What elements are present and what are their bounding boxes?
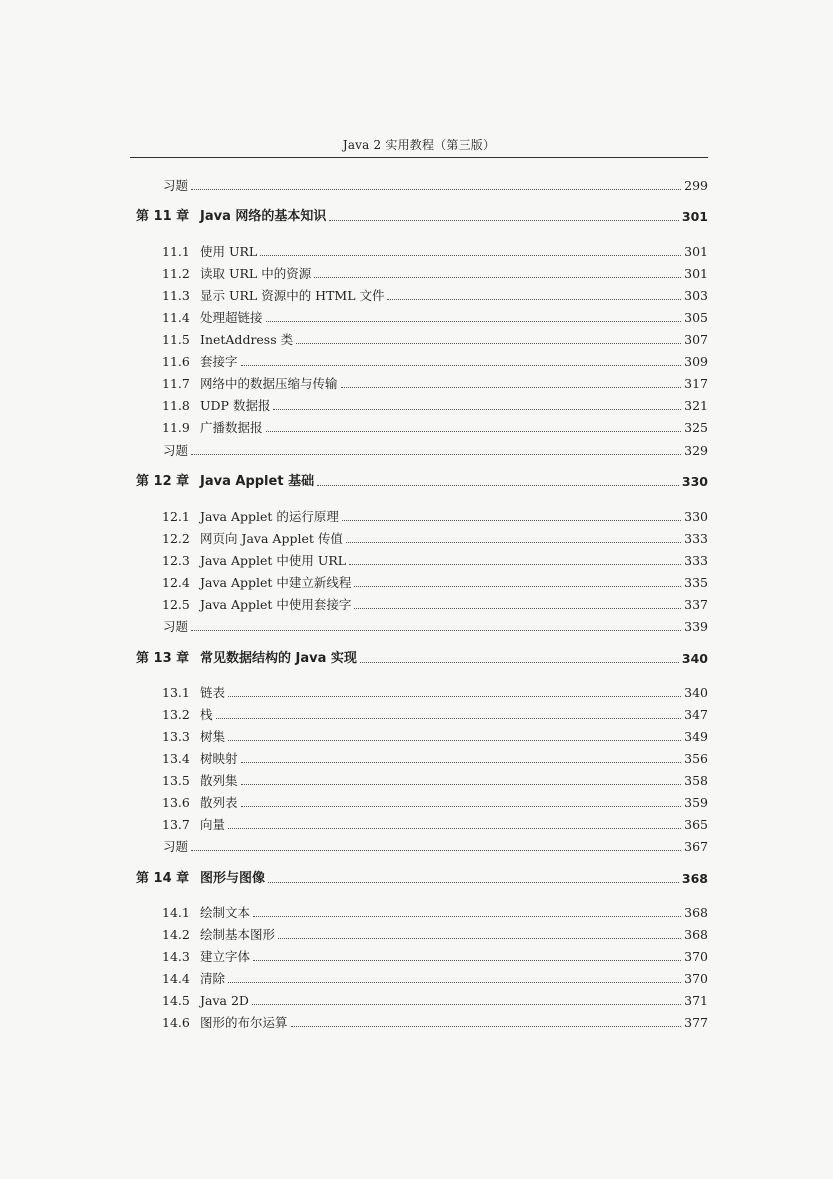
toc-section-entry[interactable] <box>136 947 708 967</box>
dot-leader <box>191 630 681 631</box>
dot-leader <box>329 220 679 221</box>
toc-exercise-entry[interactable] <box>136 837 708 857</box>
toc-section-entry[interactable] <box>136 727 708 747</box>
dot-leader <box>266 321 681 322</box>
page-number: 356 <box>684 751 708 766</box>
dot-leader <box>241 784 681 785</box>
entry-title: 绘制文本 <box>200 905 251 920</box>
section-number: 13.2 <box>162 707 190 722</box>
section-number: 12.2 <box>162 531 190 546</box>
toc-section-entry[interactable] <box>136 507 708 527</box>
dot-leader <box>260 255 681 256</box>
page-number: 333 <box>684 553 708 568</box>
page-number: 329 <box>684 443 708 458</box>
page-number: 359 <box>684 795 708 810</box>
page-number: 309 <box>684 354 708 369</box>
running-header: Java 2 实用教程（第三版） <box>342 138 496 152</box>
section-number: 12.1 <box>162 509 190 524</box>
dot-leader <box>191 189 681 190</box>
toc-section-entry[interactable] <box>136 352 708 372</box>
dot-leader <box>342 520 681 521</box>
entry-title: 网络中的数据压缩与传输 <box>200 376 338 391</box>
section-number: 11.5 <box>162 332 190 347</box>
dot-leader <box>317 485 679 486</box>
page-number: 301 <box>681 209 708 224</box>
toc-section-entry[interactable] <box>136 903 708 923</box>
entry-title: 习题 <box>163 619 189 634</box>
page-number: 370 <box>684 949 708 964</box>
page-number: 349 <box>684 729 708 744</box>
entry-title: 建立字体 <box>200 949 251 964</box>
page-number: 347 <box>684 707 708 722</box>
dot-leader <box>228 982 681 983</box>
toc-section-entry[interactable] <box>136 330 708 350</box>
toc-section-entry[interactable] <box>136 529 708 549</box>
chapter-label: 第 12 章 <box>136 474 190 489</box>
page-number: 330 <box>684 509 708 524</box>
chapter-label: 第 11 章 <box>136 209 190 224</box>
dot-leader <box>387 299 681 300</box>
section-number: 14.1 <box>162 905 190 920</box>
section-number: 12.3 <box>162 553 190 568</box>
entry-title: Java 网络的基本知识 <box>200 209 327 224</box>
dot-leader <box>278 938 681 939</box>
entry-title: InetAddress 类 <box>200 332 294 347</box>
entry-title: 习题 <box>163 178 189 193</box>
page-number: 330 <box>681 474 708 489</box>
section-number: 14.4 <box>162 971 190 986</box>
section-number: 11.6 <box>162 354 190 369</box>
section-number: 13.4 <box>162 751 190 766</box>
toc-section-entry[interactable] <box>136 925 708 945</box>
entry-title: 习题 <box>163 839 189 854</box>
page-number: 305 <box>684 310 708 325</box>
entry-title: 显示 URL 资源中的 HTML 文件 <box>200 288 385 303</box>
toc-section-entry[interactable] <box>136 705 708 725</box>
section-number: 14.2 <box>162 927 190 942</box>
entry-title: Java Applet 基础 <box>200 474 315 489</box>
entry-title: 栈 <box>200 707 213 722</box>
toc-exercise-entry[interactable] <box>136 441 708 461</box>
toc-chapter-entry[interactable] <box>136 649 708 669</box>
toc-chapter-entry[interactable] <box>136 472 708 492</box>
entry-title: 散列表 <box>200 795 238 810</box>
toc-section-entry[interactable] <box>136 242 708 262</box>
dot-leader <box>191 454 681 455</box>
section-number: 13.5 <box>162 773 190 788</box>
toc-section-entry[interactable] <box>136 815 708 835</box>
dot-leader <box>253 916 681 917</box>
toc-section-entry[interactable] <box>136 551 708 571</box>
dot-leader <box>314 277 681 278</box>
dot-leader <box>191 850 681 851</box>
section-number: 12.5 <box>162 597 190 612</box>
dot-leader <box>241 806 681 807</box>
toc-section-entry[interactable] <box>136 595 708 615</box>
section-number: 12.4 <box>162 575 190 590</box>
section-number: 14.3 <box>162 949 190 964</box>
dot-leader <box>216 718 681 719</box>
entry-title: 常见数据结构的 Java 实现 <box>200 651 357 666</box>
page-number: 317 <box>684 376 708 391</box>
entry-title: 树集 <box>200 729 226 744</box>
section-number: 13.3 <box>162 729 190 744</box>
toc-section-entry[interactable] <box>136 573 708 593</box>
page-number: 371 <box>684 993 708 1008</box>
dot-leader <box>266 431 681 432</box>
toc-exercise-entry[interactable] <box>136 617 708 637</box>
dot-leader <box>341 387 681 388</box>
entry-title: 图形的布尔运算 <box>200 1015 288 1030</box>
dot-leader <box>252 1004 681 1005</box>
page-number: 335 <box>684 575 708 590</box>
dot-leader <box>241 762 681 763</box>
page-number: 337 <box>684 597 708 612</box>
page-number: 333 <box>684 531 708 546</box>
toc-chapter-entry[interactable] <box>136 207 708 227</box>
dot-leader <box>268 882 679 883</box>
toc-section-entry[interactable] <box>136 683 708 703</box>
entry-title: 广播数据报 <box>200 420 263 435</box>
entry-title: 图形与图像 <box>200 871 266 886</box>
page-number: 301 <box>684 244 708 259</box>
entry-title: 使用 URL <box>200 244 258 259</box>
entry-title: 向量 <box>200 817 226 832</box>
toc-section-entry[interactable] <box>136 308 708 328</box>
toc-section-entry[interactable] <box>136 418 708 438</box>
dot-leader <box>253 960 681 961</box>
toc-section-entry[interactable] <box>136 1013 708 1033</box>
section-number: 13.1 <box>162 685 190 700</box>
entry-title: 绘制基本图形 <box>200 927 276 942</box>
entry-title: Java 2D <box>200 993 249 1008</box>
entry-title: 链表 <box>200 685 226 700</box>
entry-title: 套接字 <box>200 354 238 369</box>
dot-leader <box>228 828 681 829</box>
toc-section-entry[interactable] <box>136 991 708 1011</box>
chapter-label: 第 13 章 <box>136 651 190 666</box>
entry-title: Java Applet 中建立新线程 <box>200 575 352 590</box>
toc-section-entry[interactable] <box>136 793 708 813</box>
section-number: 11.7 <box>162 376 190 391</box>
page-number: 368 <box>681 871 708 886</box>
dot-leader <box>346 542 681 543</box>
entry-title: Java Applet 中使用套接字 <box>200 597 352 612</box>
toc-exercise-entry[interactable] <box>136 176 708 196</box>
toc-section-entry[interactable] <box>136 286 708 306</box>
entry-title: 习题 <box>163 443 189 458</box>
entry-title: 清除 <box>200 971 226 986</box>
chapter-label: 第 14 章 <box>136 871 190 886</box>
section-number: 14.5 <box>162 993 190 1008</box>
section-number: 11.8 <box>162 398 190 413</box>
toc-section-entry[interactable] <box>136 749 708 769</box>
section-number: 13.6 <box>162 795 190 810</box>
section-number: 14.6 <box>162 1015 190 1030</box>
page-number: 365 <box>684 817 708 832</box>
section-number: 13.7 <box>162 817 190 832</box>
dot-leader <box>354 586 681 587</box>
dot-leader <box>349 564 681 565</box>
entry-title: Java Applet 中使用 URL <box>200 553 347 568</box>
page-number: 321 <box>684 398 708 413</box>
entry-title: UDP 数据报 <box>200 398 271 413</box>
entry-title: 处理超链接 <box>200 310 263 325</box>
page-number: 368 <box>684 927 708 942</box>
dot-leader <box>241 365 681 366</box>
page-number: 303 <box>684 288 708 303</box>
dot-leader <box>228 696 681 697</box>
section-number: 11.2 <box>162 266 190 281</box>
dot-leader <box>273 409 681 410</box>
dot-leader <box>354 608 681 609</box>
toc-chapter-entry[interactable] <box>136 869 708 889</box>
page-number: 301 <box>684 266 708 281</box>
toc-section-entry[interactable] <box>136 374 708 394</box>
dot-leader <box>360 662 679 663</box>
toc-section-entry[interactable] <box>136 771 708 791</box>
page-number: 340 <box>681 651 708 666</box>
page-number: 299 <box>684 178 708 193</box>
dot-leader <box>291 1026 681 1027</box>
toc-section-entry[interactable] <box>136 969 708 989</box>
page-number: 377 <box>684 1015 708 1030</box>
dot-leader <box>228 740 681 741</box>
entry-title: 网页向 Java Applet 传值 <box>200 531 343 546</box>
dot-leader <box>296 343 681 344</box>
section-number: 11.9 <box>162 420 190 435</box>
page-number: 325 <box>684 420 708 435</box>
entry-title: 读取 URL 中的资源 <box>200 266 312 281</box>
page-number: 307 <box>684 332 708 347</box>
entry-title: Java Applet 的运行原理 <box>200 509 339 524</box>
page-number: 370 <box>684 971 708 986</box>
page-number: 340 <box>684 685 708 700</box>
section-number: 11.3 <box>162 288 190 303</box>
section-number: 11.1 <box>162 244 190 259</box>
page-number: 368 <box>684 905 708 920</box>
page-number: 339 <box>684 619 708 634</box>
page-number: 367 <box>684 839 708 854</box>
entry-title: 散列集 <box>200 773 238 788</box>
page-number: 358 <box>684 773 708 788</box>
section-number: 11.4 <box>162 310 190 325</box>
toc-section-entry[interactable] <box>136 264 708 284</box>
header-rule <box>130 157 708 158</box>
entry-title: 树映射 <box>200 751 238 766</box>
toc-section-entry[interactable] <box>136 396 708 416</box>
